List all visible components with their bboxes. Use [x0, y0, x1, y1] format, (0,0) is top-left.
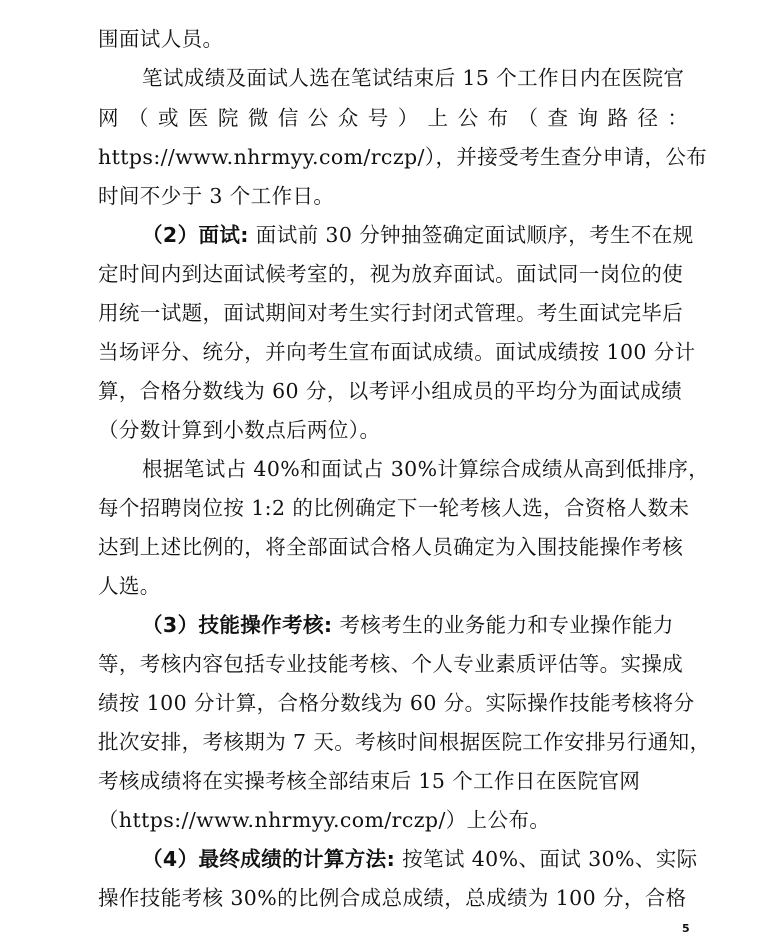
text-line: （https://www.nhrmyy.com/rczp/）上公布。 [98, 808, 551, 832]
text-char: 布 [487, 106, 509, 130]
text-line: 时间不少于 3 个工作日。 [98, 184, 335, 208]
text-char: 网 [98, 106, 119, 130]
text-line: 操作技能考核 30%的比例合成总成绩，总成绩为 100 分，合格 [98, 886, 687, 910]
text-line: 考核成绩将在实操考核全部结束后 15 个工作日在医院官网 [98, 769, 641, 793]
page-number: 5 [682, 922, 690, 935]
text-line [142, 613, 688, 637]
text-line: 根据笔试占 40%和面试占 30%计算综合成绩从高到低排序， [142, 457, 710, 481]
text-char: （ [127, 106, 149, 130]
text-char: 信 [277, 106, 299, 130]
text-line [142, 847, 698, 871]
text-char: （ [517, 106, 539, 130]
text-char: 微 [247, 106, 269, 130]
text-line: 定时间内到达面试候考室的，视为放弃面试。面试同一岗位的使 [98, 262, 684, 286]
text-line: 每个招聘岗位按 1:2 的比例确定下一轮考核人选，合资格人数未 [98, 496, 690, 520]
text-char: 查 [547, 106, 569, 130]
section-heading: （4）最终成绩的计算方法: [142, 847, 396, 871]
text-line: 算，合格分数线为 60 分，以考评小组成员的平均分为面试成绩 [98, 379, 683, 403]
text-char: 上 [427, 106, 449, 130]
text-line: （分数计算到小数点后两位）。 [98, 418, 381, 442]
text-char: 院 [217, 106, 239, 130]
text-line: 等，考核内容包括专业技能考核、个人专业素质评估等。实操成 [98, 652, 684, 676]
text-char: 径 [637, 106, 658, 130]
text-line: 人选。 [98, 574, 161, 598]
text-line: 批次安排，考核期为 7 天。考核时间根据医院工作安排另行通知， [98, 730, 711, 754]
text-line: https://www.nhrmyy.com/rczp/），并接受考生查分申请，公布 [98, 145, 708, 169]
text-line: 笔试成绩及面试人选在笔试结束后 15 个工作日内在医院官 [142, 66, 685, 90]
text-line [142, 223, 694, 247]
section-heading: （2）面试: [142, 223, 249, 247]
text-char: ） [397, 106, 419, 130]
section-heading: （3）技能操作考核: [142, 613, 333, 637]
text-run: 按笔试 40%、面试 30%、实际 [395, 847, 698, 871]
text-char: 公 [307, 106, 329, 130]
text-run: 考核考生的业务能力和专业操作能力 [332, 613, 674, 637]
text-char: 或 [157, 106, 179, 130]
text-char: 医 [187, 106, 209, 130]
text-char: 路 [607, 106, 628, 130]
text-char: 公 [457, 106, 479, 130]
text-run: 面试前 30 分钟抽签确定面试顺序，考生不在规 [248, 223, 694, 247]
text-char: 号 [367, 106, 389, 130]
text-line: 达到上述比例的，将全部面试合格人员确定为入围技能操作考核 [98, 535, 684, 559]
text-char: 众 [337, 106, 359, 130]
text-line: 围面试人员。 [98, 27, 224, 51]
text-line-justified [98, 106, 688, 130]
text-line: 当场评分、统分，并向考生宣布面试成绩。面试成绩按 100 分计 [98, 340, 696, 364]
text-char: 询 [577, 106, 598, 130]
text-char: ： [667, 106, 688, 130]
text-line: 用统一试题，面试期间对考生实行封闭式管理。考生面试完毕后 [98, 301, 684, 325]
text-line: 绩按 100 分计算，合格分数线为 60 分。实际操作技能考核将分 [98, 691, 695, 715]
